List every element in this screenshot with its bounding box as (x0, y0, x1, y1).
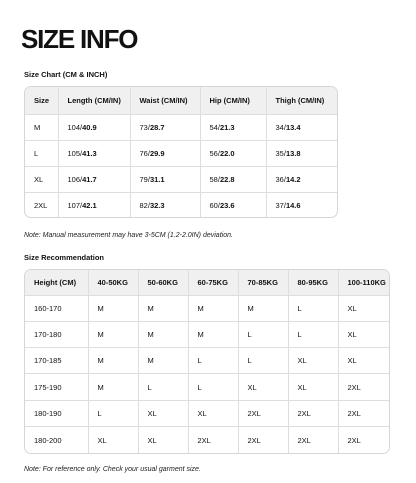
recommended-size-cell: 2XL (188, 427, 238, 453)
size-recommendation-header-row (25, 270, 389, 295)
inch-value: 32.3 (149, 200, 165, 210)
size-cell: L (25, 140, 58, 166)
col-header-50-60kg: 50-60KG (138, 270, 188, 295)
measurement-cell (200, 114, 266, 140)
cm-value: 35/ (275, 148, 286, 158)
col-header-70-85kg: 70-85KG (238, 270, 288, 295)
recommended-size-cell: L (238, 321, 288, 347)
col-header-length: Length (CM/IN) (58, 87, 130, 114)
recommended-size-cell: 2XL (338, 374, 389, 400)
cm-value: 82/ (139, 200, 150, 210)
recommended-size-cell: XL (338, 295, 389, 321)
col-header-waist: Waist (CM/IN) (130, 87, 200, 114)
col-header-size: Size (25, 87, 58, 114)
cm-value: 58/ (209, 174, 220, 184)
cm-value: 106/ (67, 174, 83, 184)
recommended-size-cell: M (138, 295, 188, 321)
recommended-size-cell: L (188, 374, 238, 400)
recommended-size-cell: XL (338, 348, 389, 374)
recommended-size-cell: XL (238, 374, 288, 400)
size-recommendation-card (24, 269, 390, 454)
recommended-size-cell: L (288, 295, 338, 321)
recommended-size-cell: M (138, 348, 188, 374)
size-chart-header-row (25, 87, 337, 114)
recommended-size-cell: XL (288, 348, 338, 374)
recommended-size-cell: XL (288, 374, 338, 400)
inch-value: 41.3 (82, 148, 97, 158)
recommended-size-cell: 2XL (347, 435, 361, 445)
height-cell: 175-190 (25, 374, 88, 400)
table-row (25, 114, 337, 140)
cm-value: 54/ (209, 122, 220, 132)
recommended-size-cell: M (88, 321, 138, 347)
measurement-cell (266, 166, 337, 192)
size-chart-card (24, 86, 338, 218)
col-header-60-75kg: 60-75KG (188, 270, 238, 295)
col-header-100-110kg: 100-110KG (338, 270, 389, 295)
reference-note: Note: For reference only. Check your usual garment size. (24, 466, 201, 473)
cm-value: 79/ (139, 174, 150, 184)
size-recommendation-table (25, 270, 389, 453)
recommended-size-cell: XL (338, 321, 389, 347)
table-row (25, 374, 389, 400)
measurement-cell (200, 140, 266, 166)
table-row (25, 295, 389, 321)
recommended-size-cell: 2XL (338, 400, 389, 426)
table-row (25, 166, 337, 192)
recommended-size-cell: M (188, 295, 238, 321)
measurement-cell (58, 192, 130, 218)
recommended-size-cell: M (188, 321, 238, 347)
measurement-cell (58, 114, 130, 140)
cm-value: 36/ (275, 174, 286, 184)
recommended-size-cell: XL (138, 400, 188, 426)
inch-value: 31.1 (149, 174, 165, 184)
inch-value: 13.4 (285, 122, 301, 132)
recommended-size-cell: 2XL (238, 427, 288, 453)
measurement-cell (200, 166, 266, 192)
col-header-hip: Hip (CM/IN) (200, 87, 266, 114)
cm-value: 105/ (67, 148, 83, 158)
recommended-size-cell: XL (138, 427, 188, 453)
measurement-cell (266, 114, 337, 140)
inch-value: 28.7 (149, 122, 165, 132)
inch-value: 23.6 (219, 200, 235, 210)
col-header-height: Height (CM) (25, 270, 88, 295)
cm-value: 107/ (67, 200, 83, 210)
measurement-cell (58, 166, 130, 192)
inch-value: 21.3 (219, 122, 235, 132)
recommended-size-cell: M (88, 348, 138, 374)
recommended-size-cell: M (88, 374, 138, 400)
recommended-size-cell: L (188, 348, 238, 374)
inch-value: 13.8 (285, 148, 301, 158)
inch-value: 42.1 (82, 200, 97, 210)
cm-value: 76/ (139, 148, 150, 158)
size-recommendation-heading: Size Recommendation (24, 253, 105, 262)
inch-value: 14.2 (285, 174, 301, 184)
page-title: SIZE INFO (21, 24, 138, 54)
recommended-size-cell: L (88, 400, 138, 426)
table-row (25, 348, 389, 374)
recommended-size-cell: M (138, 321, 188, 347)
measurement-cell (130, 192, 200, 218)
measurement-cell (266, 140, 337, 166)
table-row (25, 427, 389, 453)
recommended-size-cell: L (238, 348, 288, 374)
recommended-size-cell: 2XL (288, 400, 338, 426)
table-row (25, 192, 337, 218)
size-cell: 2XL (25, 192, 58, 218)
measurement-cell (266, 192, 337, 218)
recommended-size-cell: M (88, 295, 138, 321)
table-row (25, 400, 389, 426)
recommended-size-cell: 2XL (288, 427, 338, 453)
height-cell: 180-200 (25, 427, 88, 453)
measurement-cell (58, 140, 130, 166)
cm-value: 104/ (67, 122, 83, 132)
cm-value: 37/ (275, 200, 286, 210)
size-chart-heading (24, 70, 107, 79)
height-cell: 170-180 (25, 321, 88, 347)
inch-value: 22.8 (219, 174, 235, 184)
measurement-cell (130, 114, 200, 140)
size-cell: M (25, 114, 58, 140)
cm-value: 34/ (275, 122, 286, 132)
inch-value: 14.6 (285, 200, 301, 210)
size-chart-table (25, 87, 337, 218)
size-chart-heading-suffix: ) (104, 70, 108, 79)
col-header-40-50kg: 40-50KG (88, 270, 138, 295)
recommended-size-cell: L (138, 374, 188, 400)
height-cell: 180-190 (25, 400, 88, 426)
measurement-cell (200, 192, 266, 218)
inch-value: 41.7 (82, 174, 97, 184)
size-chart-heading-bold: INCH (86, 70, 105, 79)
cm-value: 60/ (209, 200, 220, 210)
recommended-size-cell: L (288, 321, 338, 347)
height-cell: 160-170 (25, 295, 88, 321)
recommended-size-cell: XL (88, 427, 138, 453)
inch-value: 40.9 (82, 122, 97, 132)
inch-value: 22.0 (219, 148, 235, 158)
recommended-size-cell: M (238, 295, 288, 321)
size-chart-heading-prefix: Size Chart (CM & (24, 70, 87, 79)
cm-value: 56/ (209, 148, 220, 158)
table-row (25, 140, 337, 166)
col-header-80-95kg: 80-95KG (288, 270, 338, 295)
col-header-thigh: Thigh (CM/IN) (266, 87, 337, 114)
cm-value: 73/ (139, 122, 150, 132)
table-row (25, 321, 389, 347)
measurement-cell (130, 140, 200, 166)
measurement-cell (130, 166, 200, 192)
height-cell: 170-185 (25, 348, 88, 374)
recommended-size-cell: XL (188, 400, 238, 426)
inch-value: 29.9 (149, 148, 165, 158)
recommended-size-cell: 2XL (238, 400, 288, 426)
measurement-note: Note: Manual measurement may have 3-5CM (1.2-2.0IN) deviation. (24, 232, 233, 239)
size-cell: XL (25, 166, 58, 192)
